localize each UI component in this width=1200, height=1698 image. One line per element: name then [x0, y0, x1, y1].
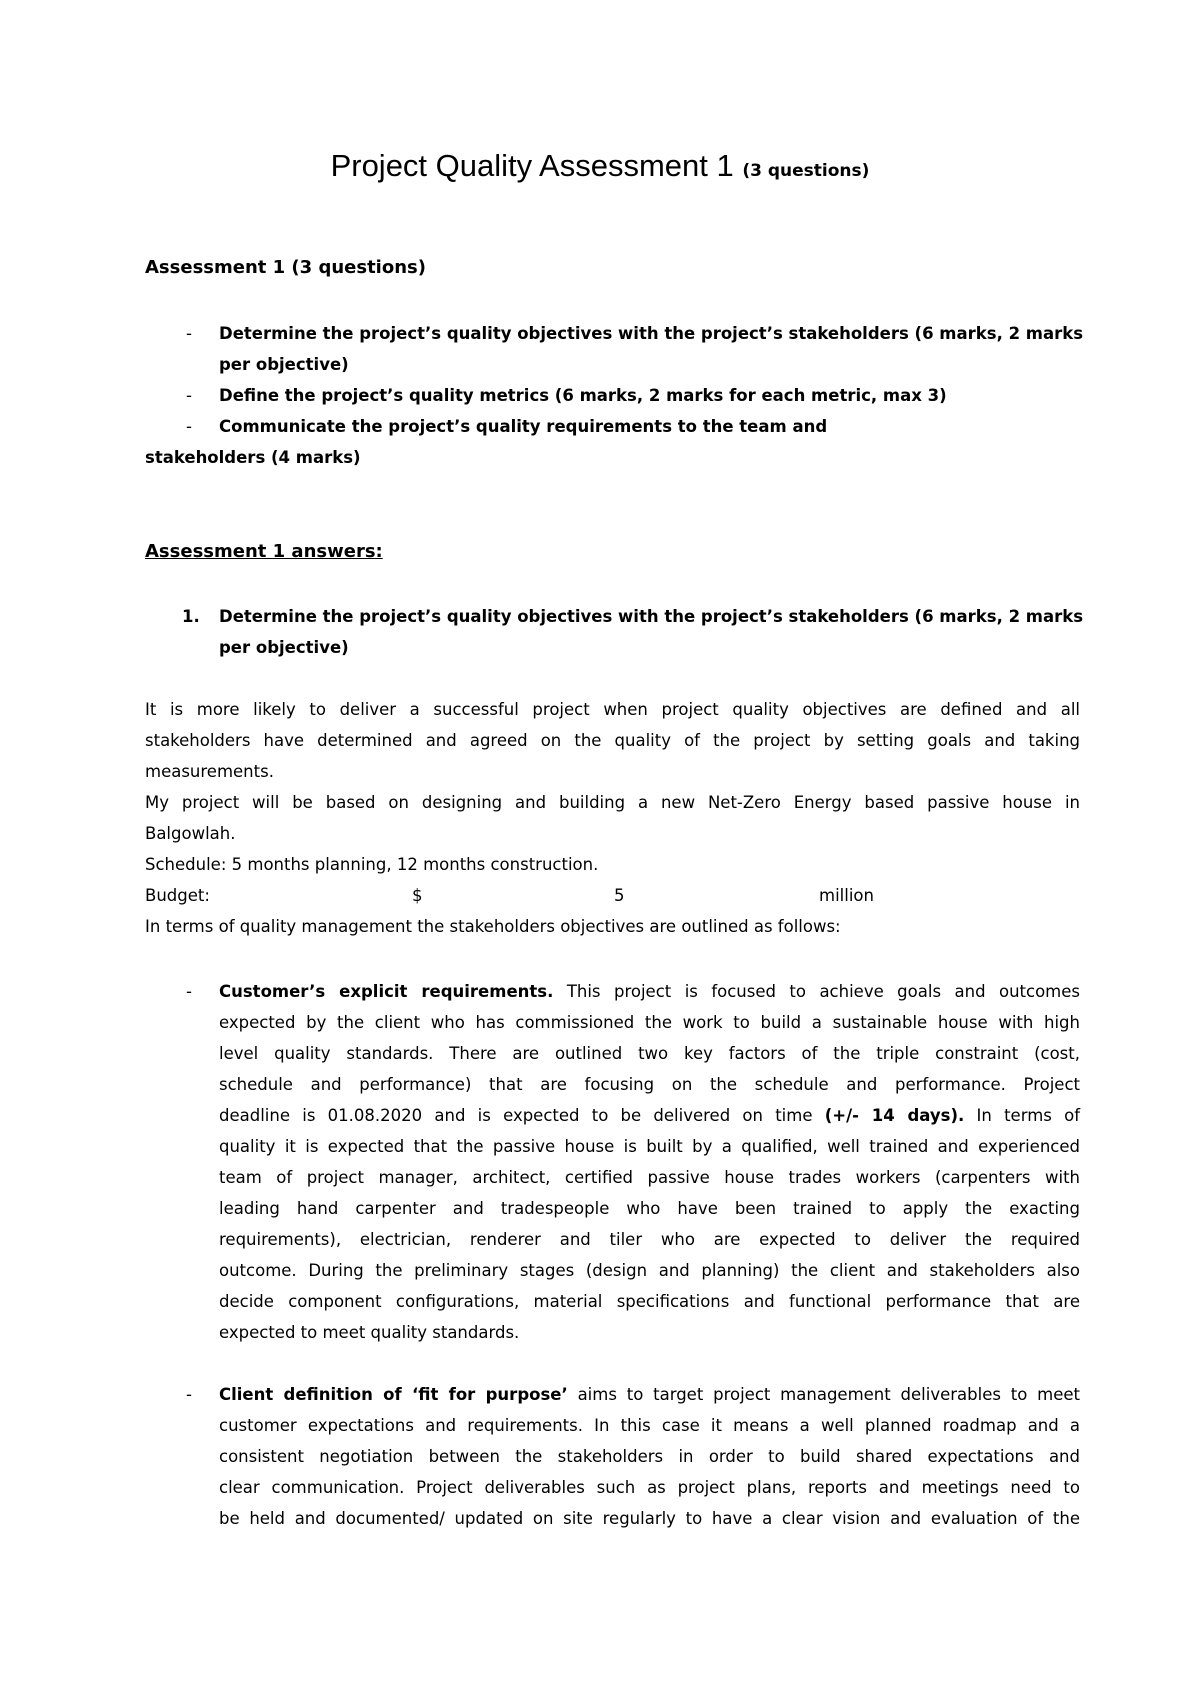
- question-1-line-2: per objective): [219, 355, 349, 374]
- bullet-1-deadline-text: deadline is 01.08.2020 and is expected to be delivered on time: [219, 1106, 825, 1125]
- bullet-1-line-1: [219, 982, 1080, 1002]
- answer-1-question-line-1: Determine the project’s quality objectives with the project’s stakeholders (6 marks, 2 marks: [219, 607, 1084, 626]
- title-suffix: (3 questions): [742, 161, 870, 181]
- budget-unit: million: [819, 886, 874, 905]
- bullet-1-line-10: outcome. During the preliminary stages (design and planning) the client and stakeholders also: [219, 1261, 1080, 1280]
- question-3-dash: -: [186, 417, 192, 436]
- bullet-2-line-5: be held and documented/ updated on site regularly to have a clear vision and evaluation of the: [219, 1509, 1080, 1528]
- bullet-1-first-rest: This project is focused to achieve goals and outcomes: [566, 982, 1080, 1001]
- bullet-1-deadline-tail: In terms of: [964, 1106, 1081, 1125]
- objectives-outline: In terms of quality management the stakeholders objectives are outlined as follows:: [145, 917, 841, 936]
- question-3-line-2: stakeholders (4 marks): [145, 448, 361, 467]
- bullet-1-line-11: decide component configurations, material specifications and functional performance that are: [219, 1292, 1080, 1311]
- bullet-1-line-2: expected by the client who has commissioned the work to build a sustainable house with high: [219, 1013, 1080, 1032]
- bullet-1-line-12: expected to meet quality standards.: [219, 1323, 520, 1342]
- page-title: [0, 146, 1200, 191]
- bullet-2-dash: -: [186, 1385, 192, 1404]
- bullet-2-line-4: clear communication. Project deliverables such as project plans, reports and meetings need to: [219, 1478, 1080, 1497]
- bullet-1-lead: Customer’s explicit requirements.: [219, 982, 554, 1001]
- bullet-1-line-5: [219, 1106, 1080, 1126]
- bullet-1-line-7: team of project manager, architect, certified passive house trades workers (carpenters with: [219, 1168, 1080, 1187]
- bullet-2-line-2: customer expectations and requirements. In this case it means a well planned roadmap and a: [219, 1416, 1080, 1435]
- bullet-1-line-3: level quality standards. There are outlined two key factors of the triple constraint (cost,: [219, 1044, 1080, 1063]
- budget-label: Budget:: [145, 886, 210, 905]
- budget-currency: $: [412, 886, 423, 905]
- intro-line-3: measurements.: [145, 762, 274, 781]
- budget-amount: 5: [614, 886, 625, 905]
- intro-line-4: My project will be based on designing and building a new Net-Zero Energy based passive house in: [145, 793, 1080, 812]
- question-3-line-1: Communicate the project’s quality requirements to the team and: [219, 417, 828, 436]
- bullet-2-line-3: consistent negotiation between the stakeholders in order to build shared expectations and: [219, 1447, 1080, 1466]
- bullet-1-line-6: quality it is expected that the passive house is built by a qualified, well trained and experienced: [219, 1137, 1080, 1156]
- question-2-dash: -: [186, 386, 192, 405]
- schedule-line: Schedule: 5 months planning, 12 months construction.: [145, 855, 599, 874]
- bullet-1-line-9: requirements), electrician, renderer and tiler who are expected to deliver the required: [219, 1230, 1080, 1249]
- question-1-dash: -: [186, 324, 192, 343]
- answer-1-number: 1.: [182, 607, 200, 626]
- intro-line-5: Balgowlah.: [145, 824, 236, 843]
- bullet-1-line-8: leading hand carpenter and tradespeople who have been trained to apply the exacting: [219, 1199, 1080, 1218]
- bullet-1-line-4: schedule and performance) that are focusing on the schedule and performance. Project: [219, 1075, 1080, 1094]
- title-main: Project Quality Assessment 1: [330, 148, 734, 183]
- bullet-1-tolerance: (+/- 14 days).: [824, 1106, 965, 1125]
- question-2-line-1: Define the project’s quality metrics (6 marks, 2 marks for each metric, max 3): [219, 386, 947, 405]
- answer-1-question-line-2: per objective): [219, 638, 349, 657]
- bullet-2-first-rest: aims to target project management deliverables to meet: [567, 1385, 1080, 1404]
- bullet-1-dash: -: [186, 982, 192, 1001]
- bullet-2-line-1: [219, 1385, 1080, 1405]
- answers-heading: Assessment 1 answers:: [145, 541, 383, 562]
- bullet-2-lead: Client definition of ‘fit for purpose’: [219, 1385, 568, 1404]
- questions-heading: Assessment 1 (3 questions): [145, 257, 426, 278]
- question-1-line-1: Determine the project’s quality objectives with the project’s stakeholders (6 marks, 2 marks: [219, 324, 1084, 343]
- intro-line-2: stakeholders have determined and agreed on the quality of the project by setting goals and taking: [145, 731, 1080, 750]
- intro-line-1: It is more likely to deliver a successful project when project quality objectives are defined and all: [145, 700, 1080, 719]
